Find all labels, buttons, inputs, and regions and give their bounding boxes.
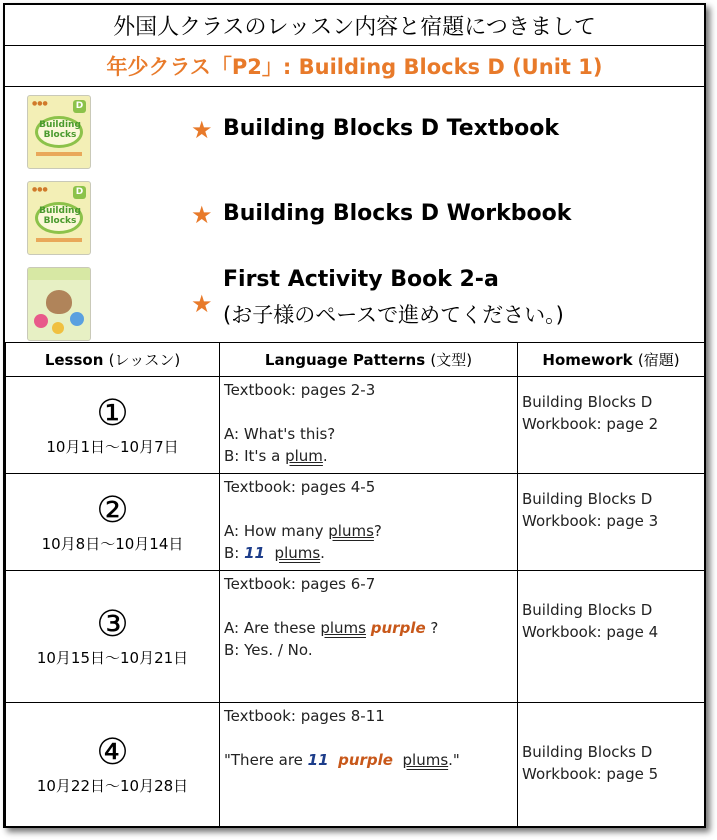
table-row bbox=[6, 703, 705, 827]
star-icon: ★ bbox=[191, 201, 213, 229]
lesson-table bbox=[5, 342, 705, 827]
star-icon: ★ bbox=[191, 116, 213, 144]
lesson-number: ④ bbox=[96, 732, 129, 773]
header-lesson: Lesson (レッスン) bbox=[6, 343, 220, 377]
pattern-cell: Textbook: pages 8-11 "There are 11 purple plums." bbox=[220, 703, 518, 827]
page-title-text: 外国人クラスのレッスン内容と宿題につきまして bbox=[113, 14, 596, 40]
table-row bbox=[6, 474, 705, 571]
homework-cell: Building Blocks D Workbook: page 4 bbox=[518, 571, 705, 703]
activity-book-cover-icon bbox=[27, 267, 91, 341]
class-subtitle bbox=[5, 46, 704, 87]
lesson-cell bbox=[6, 703, 220, 827]
header-patterns: Language Patterns (文型) bbox=[220, 343, 518, 377]
lesson-number: ③ bbox=[96, 604, 129, 645]
homework-cell: Building Blocks D Workbook: page 3 bbox=[518, 474, 705, 571]
table-header-row bbox=[6, 343, 705, 377]
homework-cell: Building Blocks D Workbook: page 2 bbox=[518, 377, 705, 474]
book-list bbox=[5, 87, 704, 342]
book-title-textbook: Building Blocks D Textbook bbox=[223, 116, 559, 141]
document-frame bbox=[3, 3, 706, 828]
lesson-cell bbox=[6, 377, 220, 474]
pattern-cell: Textbook: pages 2-3 A: What's this? B: It's a plum. bbox=[220, 377, 518, 474]
class-subtitle-text: 年少クラス「P2」: Building Blocks D (Unit 1) bbox=[106, 55, 603, 79]
lesson-dates: 10月15日〜10月21日 bbox=[36, 649, 189, 667]
lesson-dates: 10月8日〜10月14日 bbox=[41, 534, 184, 553]
lesson-dates: 10月1日〜10月7日 bbox=[46, 437, 179, 456]
workbook-cover-icon: ●●● D Building Blocks bbox=[27, 181, 91, 255]
lesson-number: ② bbox=[96, 489, 129, 531]
header-homework: Homework (宿題) bbox=[518, 343, 705, 377]
lesson-cell bbox=[6, 571, 220, 703]
star-icon: ★ bbox=[191, 290, 213, 318]
page-title bbox=[5, 5, 704, 46]
lesson-cell bbox=[6, 474, 220, 571]
pattern-cell: Textbook: pages 6-7 A: Are these plums purple ? B: Yes. / No. bbox=[220, 571, 518, 703]
pattern-cell: Textbook: pages 4-5 A: How many plums? B: 11 plums. bbox=[220, 474, 518, 571]
table-row bbox=[6, 571, 705, 703]
lesson-number: ① bbox=[96, 392, 129, 434]
book-title-activity: First Activity Book 2-a bbox=[223, 267, 499, 292]
book-title-workbook: Building Blocks D Workbook bbox=[223, 201, 572, 226]
book-note-activity: (お子様のペースで進めてください。) bbox=[223, 303, 564, 327]
table-row bbox=[6, 377, 705, 474]
homework-cell: Building Blocks D Workbook: page 5 bbox=[518, 703, 705, 827]
lesson-dates: 10月22日〜10月28日 bbox=[36, 777, 189, 795]
textbook-cover-icon: ●●● D Building Blocks bbox=[27, 95, 91, 169]
